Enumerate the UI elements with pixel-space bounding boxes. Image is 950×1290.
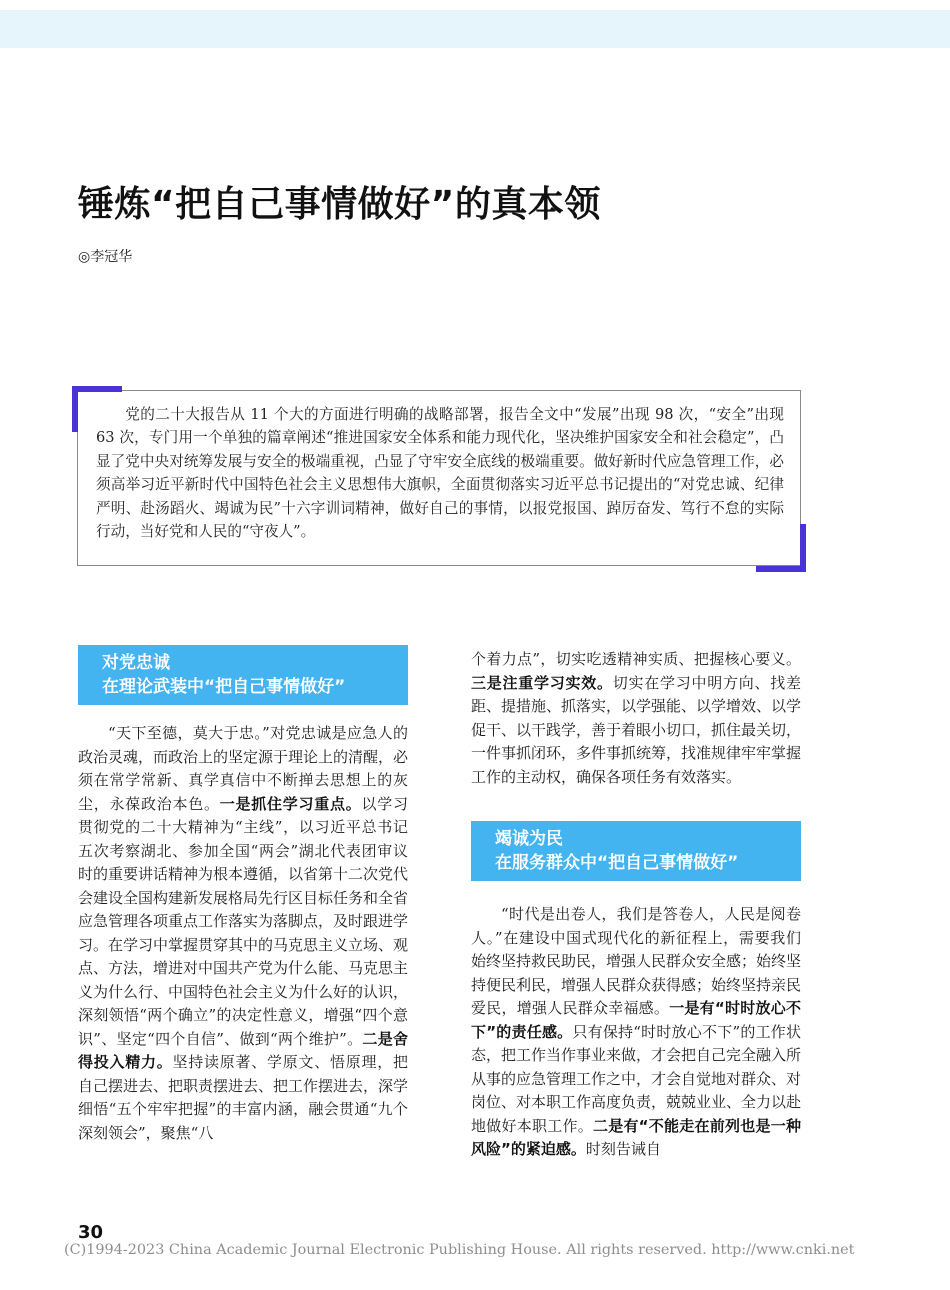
body-column-left: [78, 722, 408, 1145]
section-heading-line1: 竭诚为民: [495, 829, 563, 849]
section-heading-loyalty: [78, 645, 408, 705]
key-point-4: 一是有“时时放心不下”的责任感。: [471, 999, 801, 1041]
abstract-corner-accent-top: [72, 386, 78, 432]
body-text: 切实在学习中明方向、找差距、提措施、抓落实，以学强能、以学增效、以学促干、以干践学，善于着眼小切口，抓住最关切，一件事抓闭环，多件事抓统筹，找准规律牢牢掌握工作的主动权，确保各项任务有效落实。: [471, 673, 802, 786]
body-text: 个着力点”，切实吃透精神实质、把握核心要义。: [471, 650, 801, 668]
body-text: 只有保持“时时放心不下”的工作状态，把工作当作事业来做，才会把自己完全融入所从事的应急管理工作之中，才会自觉地对群众、对岗位、对本职工作高度负责，兢兢业业、全力以赴地做好本职工作。: [471, 1022, 802, 1135]
author-byline: ◎李冠华: [78, 249, 133, 265]
section-heading-line2: 在服务群众中“把自己事情做好”: [495, 853, 739, 873]
body-text: “天下至德，莫大于忠。”对党忠诚是应急人的政治灵魂，而政治上的坚定源于理论上的清醒，必须在常学常新、真学真信中不断掸去思想上的灰尘，永葆政治本色。: [78, 724, 409, 813]
body-column-right-bottom: [471, 903, 801, 1162]
body-text: 坚持读原著、学原文、悟原理，把自己摆进去、把职责摆进去、把工作摆进去，深学细悟“五个牢牢把握”的丰富内涵，融会贯通“九个深刻领会”，聚焦“八: [78, 1053, 409, 1142]
body-text: 以学习贯彻党的二十大精神为“主线”，以习近平总书记五次考察湖北、参加全国“两会”湖北代表团审议时的重要讲话精神为根本遵循，以省第十二次党代会建设全国构建新发展格局先行区目标任务和全省应急管理各项重点工作落实为落脚点，及时跟进学习。在学习中掌握贯穿其中的马克思主义立场、观点、方法，增进对中国共产党为什么能、马克思主义为什么行、中国特色社会主义为什么好的认识，深刻领悟“两个确立”的决定性意义，增强“四个意识”、坚定“四个自信”、做到“两个维护”。: [78, 794, 409, 1048]
key-point-1: 一是抓住学习重点。: [219, 794, 362, 813]
abstract-text: 党的二十大报告从 11 个大的方面进行明确的战略部署，报告全文中“发展”出现 98 次，“安全”出现 63 次，专门用一个单独的篇章阐述“推进国家安全体系和能力现代化，坚决维护国家安全和社会稳定”，凸显了党中央对统筹发展与安全的极端重视，凸显了守牢安全底线的极端重要。做好新时代应急管理工作，必须高举习近平新时代中国特色社会主义思想伟大旗帜，全面贯彻落实习近平总书记提出的“对党忠诚、纪律严明、赴汤蹈火、竭诚为民”十六字训词精神，做好自己的事情，以报党报国、踔厉奋发、笃行不怠的实际行动，当好党和人民的“守夜人”。: [96, 406, 784, 541]
body-paragraph: [471, 648, 801, 789]
body-paragraph: [471, 903, 801, 1162]
body-text: 时刻告诫自: [585, 1140, 661, 1158]
abstract-corner-accent-top-bar: [72, 386, 122, 392]
copyright-notice: (C)1994-2023 China Academic Journal Electronic Publishing House. All rights reserved. http://www.cnki.net: [64, 1242, 855, 1258]
header-band: [0, 10, 950, 48]
section-heading-line1: 对党忠诚: [102, 653, 170, 673]
body-column-right-top: [471, 648, 801, 789]
key-point-5: 二是有“不能走在前列也是一种风险”的紧迫感。: [471, 1116, 801, 1158]
article-title: 锤炼“把自己事情做好”的真本领: [78, 184, 601, 225]
body-text: “时代是出卷人，我们是答卷人，人民是阅卷人。”在建设中国式现代化的新征程上，需要我们始终坚持救民助民，增强人民群众安全感；始终坚持便民利民，增强人民群众获得感；始终坚持亲民爱民，增强人民群众幸福感。: [471, 905, 802, 1017]
abstract-corner-accent-bottom: [800, 524, 806, 572]
body-paragraph: [78, 722, 408, 1145]
abstract-corner-accent-bottom-bar: [756, 566, 806, 572]
key-point-3: 三是注重学习实效。: [471, 673, 613, 692]
section-heading-serve-people: [471, 821, 801, 881]
key-point-2: 二是舍得投入精力。: [78, 1029, 408, 1071]
section-heading-line2: 在理论武装中“把自己事情做好”: [102, 677, 346, 697]
page-number: 30: [78, 1222, 104, 1243]
